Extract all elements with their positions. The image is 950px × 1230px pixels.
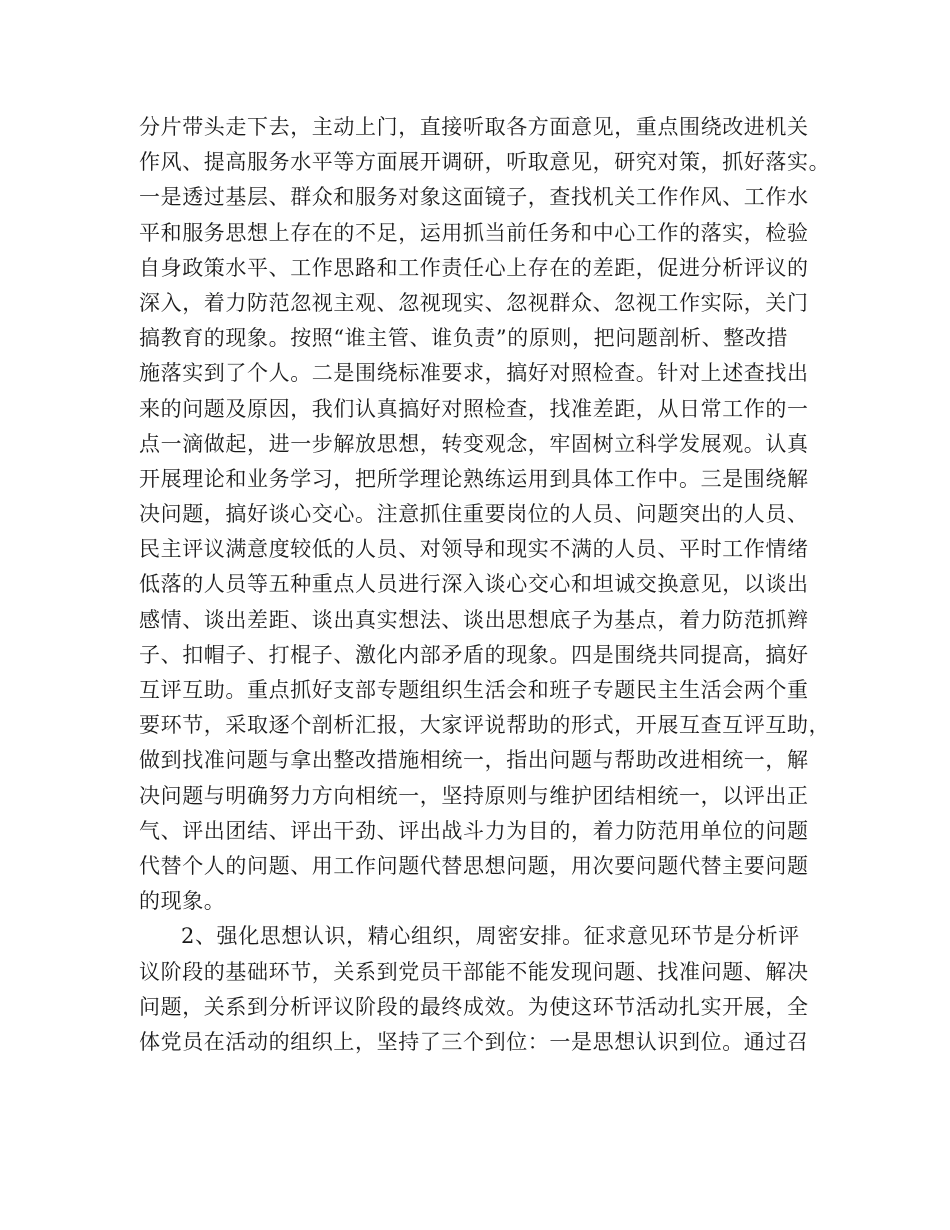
text-line: 深入，着力防范忽视主观、忽视现实、忽视群众、忽视工作实际，关门 <box>139 290 809 315</box>
text-line: 感情、谈出差距、谈出真实想法、谈出思想底子为基点，着力防范抓辫 <box>139 607 809 632</box>
text-line: 搞教育的现象。按照“谁主管、谁负责”的原则，把问题剖析、整改措 <box>139 326 789 351</box>
text-line: 决问题，搞好谈心交心。注意抓住重要岗位的人员、问题突出的人员、 <box>139 502 809 527</box>
text-line: 子、扣帽子、打棍子、激化内部矛盾的现象。四是围绕共同提高，搞好 <box>139 642 809 667</box>
text-line: 的现象。 <box>139 889 226 914</box>
text-line: 低落的人员等五种重点人员进行深入谈心交心和坦诚交换意见，以谈出 <box>139 572 809 597</box>
text-line: 分片带头走下去，主动上门，直接听取各方面意见，重点围绕改进机关 <box>139 115 809 139</box>
text-line: 自身政策水平、工作思路和工作责任心上存在的差距，促进分析评议的 <box>139 255 809 280</box>
text-line: 议阶段的基础环节，关系到党员干部能不能发现问题、找准问题、解决 <box>139 959 809 984</box>
paragraph-start-line: 2、强化思想认识，精心组织，周密安排。征求意见环节是分析评 <box>181 924 800 949</box>
text-line: 民主评议满意度较低的人员、对领导和现实不满的人员、平时工作情绪 <box>139 537 809 562</box>
text-line: 施落实到了个人。二是围绕标准要求，搞好对照检查。针对上述查找出 <box>139 361 809 386</box>
text-line: 决问题与明确努力方向相统一，坚持原则与维护团结相统一，以评出正 <box>139 783 809 808</box>
text-line: 一是透过基层、群众和服务对象这面镜子，查找机关工作作风、工作水 <box>139 185 809 210</box>
text-line: 体党员在活动的组织上，坚持了三个到位：一是思想认识到位。通过召 <box>139 1029 809 1054</box>
text-line: 气、评出团结、评出干劲、评出战斗力为目的，着力防范用单位的问题 <box>139 818 809 843</box>
text-line: 平和服务思想上存在的不足，运用抓当前任务和中心工作的落实，检验 <box>139 220 809 245</box>
text-line: 互评互助。重点抓好支部专题组织生活会和班子专题民主生活会两个重 <box>139 678 809 702</box>
text-line: 开展理论和业务学习，把所学理论熟练运用到具体工作中。三是围绕解 <box>139 466 809 491</box>
text-line: 代替个人的问题、用工作问题代替思想问题，用次要问题代替主要问题 <box>139 853 809 878</box>
text-line: 作风、提高服务水平等方面展开调研，听取意见，研究对策，抓好落实。 <box>139 150 831 175</box>
text-line: 要环节，采取逐个剖析汇报，大家评说帮助的形式，开展互查互评互助， <box>139 713 831 738</box>
text-line: 问题，关系到分析评议阶段的最终成效。为使这环节活动扎实开展，全 <box>139 994 809 1019</box>
text-line: 点一滴做起，进一步解放思想，转变观念，牢固树立科学发展观。认真 <box>139 431 809 456</box>
body-text <box>139 110 831 1060</box>
text-line: 做到找准问题与拿出整改措施相统一，指出问题与帮助改进相统一，解 <box>139 748 809 773</box>
text-line: 来的问题及原因，我们认真搞好对照检查，找准差距，从日常工作的一 <box>139 396 809 421</box>
